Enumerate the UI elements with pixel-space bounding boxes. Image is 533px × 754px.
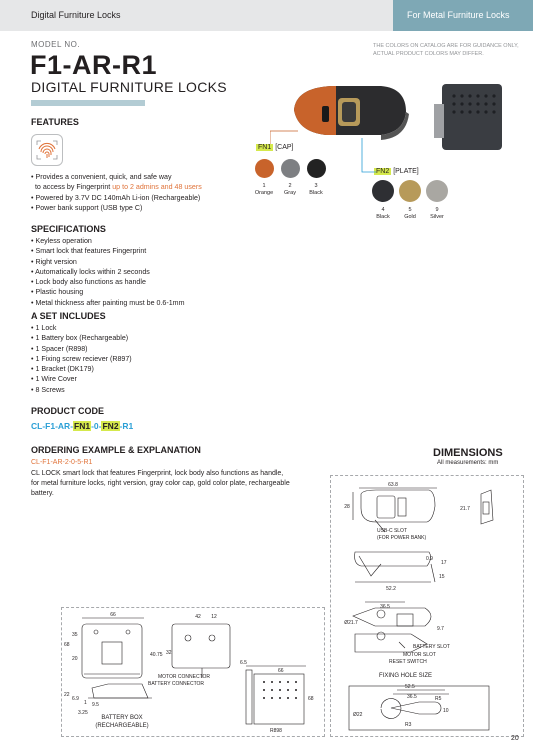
product-code: CL-F1-AR-FN1-0-FN2-R1 — [31, 421, 134, 431]
swatch-gray — [281, 159, 300, 178]
specifications-list — [31, 236, 185, 308]
dim-label: 63.8 — [388, 482, 398, 488]
header-left — [0, 0, 393, 31]
swatch-black — [307, 159, 326, 178]
list-item: • Automatically locks within 2 seconds — [31, 267, 150, 276]
swatch-gold-plate — [399, 180, 421, 202]
dim-label: 42 — [195, 614, 201, 620]
dim-label: 21.7 — [460, 506, 470, 512]
dim-label: 28 — [344, 504, 350, 510]
list-item: • Metal thickness after painting must be 0.6-1mm — [31, 298, 185, 307]
dim-label: Ø22 — [353, 712, 363, 718]
dim-label: (FOR POWER BANK) — [377, 535, 427, 541]
model-number: F1-AR-R1 — [30, 50, 158, 80]
swatch-label: 2 Gray — [284, 183, 296, 196]
battery-box-label: BATTERY BOX — [101, 715, 143, 721]
title-underline — [31, 100, 145, 106]
list-item: • Lock body also functions as handle — [31, 278, 146, 287]
product-code-title: PRODUCT CODE — [31, 406, 105, 416]
dim-label: 3.25 — [78, 710, 88, 716]
swatch-label: 9 Silver — [430, 207, 444, 220]
dim-label: USB-C SLOT — [377, 528, 408, 534]
set-includes-title: A SET INCLUDES — [31, 311, 106, 321]
fingerprint-icon — [31, 134, 63, 166]
dimensions-subtitle: All measurements: mm — [437, 460, 499, 466]
list-item: • Right version — [31, 257, 77, 266]
dim-label: MOTOR CONNECTOR — [158, 674, 211, 680]
list-item: • Smart lock that features Fingerprint — [31, 247, 147, 256]
fn2-leader-line — [360, 138, 380, 176]
list-item: • Plastic housing — [31, 288, 84, 297]
list-item: • Power bank support (USB type C) — [31, 203, 143, 212]
dim-label: 68 — [64, 642, 70, 648]
rechargeable-label: (RECHARGEABLE) — [95, 723, 149, 729]
page-number: 20 — [511, 735, 519, 742]
dim-label: 10 — [443, 708, 449, 714]
dim-label: 35 — [72, 632, 78, 638]
dim-label: Ø21.7 — [344, 620, 358, 626]
dimensions-title: DIMENSIONS — [433, 447, 503, 459]
ordering-text: CL LOCK smart lock that features Fingerprint, lock body also functions as handle, for metal furniture locks, right version, gray color cap, gold color plate, rechargeable battery. — [31, 470, 290, 497]
header-right-title: For Metal Furniture Locks — [407, 10, 510, 20]
header-right — [393, 0, 533, 31]
list-item: • 8 Screws — [31, 385, 65, 394]
dim-label: 22 — [64, 692, 70, 698]
dim-label: 52.2 — [386, 586, 396, 592]
model-subtitle: DIGITAL FURNITURE LOCKS — [31, 79, 227, 95]
dim-label: 12 — [211, 614, 217, 620]
dim-label: 17 — [441, 560, 447, 566]
swatch-label: 3 Black — [309, 183, 323, 196]
dim-label: 20 — [72, 656, 78, 662]
dim-label: R5 — [435, 696, 442, 702]
swatch-label: 4 Black — [376, 207, 390, 220]
lock-technical-drawing — [331, 476, 521, 734]
fn1-leader-line — [270, 129, 300, 145]
fn1-label: FN1 [CAP] — [258, 144, 294, 151]
swatch-orange — [255, 159, 274, 178]
features-title: FEATURES — [31, 117, 79, 127]
list-item: • 1 Bracket (DK179) — [31, 365, 94, 374]
fn2-label: FN2 [PLATE] — [376, 168, 419, 175]
swatch-label: 5 Gold — [404, 207, 416, 220]
specifications-title: SPECIFICATIONS — [31, 224, 106, 234]
swatch-label: 1 Orange — [254, 183, 274, 196]
r898-label: R898 — [270, 728, 282, 734]
dim-label: 52.5 — [405, 684, 415, 690]
dim-label: 66 — [278, 668, 284, 674]
list-item: • Provides a convenient, quick, and safe way — [31, 173, 172, 181]
list-item: • Keyless operation — [31, 237, 92, 245]
dim-label: BATTERY SLOT — [413, 644, 450, 650]
dim-label: 6.9 — [72, 696, 79, 702]
fixing-hole-title: FIXING HOLE SIZE — [379, 673, 433, 679]
dim-label: 68 — [308, 696, 314, 702]
swatch-silver-plate — [426, 180, 448, 202]
dim-label: 32 — [166, 650, 172, 656]
dim-label: 36.5 — [407, 694, 417, 700]
ordering-code: CL-F1-AR-2-0-5-R1 — [31, 459, 93, 466]
color-disclaimer: THE COLORS ON CATALOG ARE FOR GUIDANCE ONLY, ACTUAL PRODUCT COLORS MAY DIFFER. — [373, 43, 519, 57]
dim-label: 9.5 — [92, 702, 99, 708]
dim-label: R3 — [405, 722, 412, 728]
features-list — [31, 172, 281, 213]
set-includes-list — [31, 323, 132, 395]
list-item: • 1 Fixing screw reciever (R897) — [31, 354, 132, 363]
list-item: • 1 Lock — [31, 324, 57, 332]
dim-label: 1 — [84, 700, 87, 706]
dim-label: 6.5 — [240, 660, 247, 666]
lock-image — [286, 80, 416, 160]
battery-technical-drawing — [62, 608, 322, 734]
list-item: • Powered by 3.7V DC 140mAh Li-ion (Rechargeable) — [31, 193, 201, 202]
dim-label: RESET SWITCH — [389, 659, 427, 665]
dim-label: BATTERY CONNECTOR — [148, 681, 205, 687]
header-left-title: Digital Furniture Locks — [31, 10, 121, 20]
list-item: • 1 Battery box (Rechargeable) — [31, 334, 129, 343]
dim-label: 15 — [439, 574, 445, 580]
list-item: to access by Fingerprint up to 2 admins and 48 users — [34, 183, 202, 192]
dim-label: 66 — [110, 612, 116, 618]
battery-box-image — [432, 84, 512, 161]
dim-label: 36.5 — [380, 604, 390, 610]
swatch-black-plate — [372, 180, 394, 202]
list-item: • 1 Wire Cover — [31, 375, 77, 384]
dim-label: 40.75 — [150, 652, 163, 658]
ordering-title: ORDERING EXAMPLE & EXPLANATION — [31, 445, 201, 455]
model-label: MODEL NO. — [31, 40, 81, 49]
dim-label: 0.9 — [426, 556, 433, 562]
dim-label: 9.7 — [437, 626, 444, 632]
dim-label: MOTOR SLOT — [403, 652, 436, 658]
list-item: • 1 Spacer (R898) — [31, 344, 88, 353]
